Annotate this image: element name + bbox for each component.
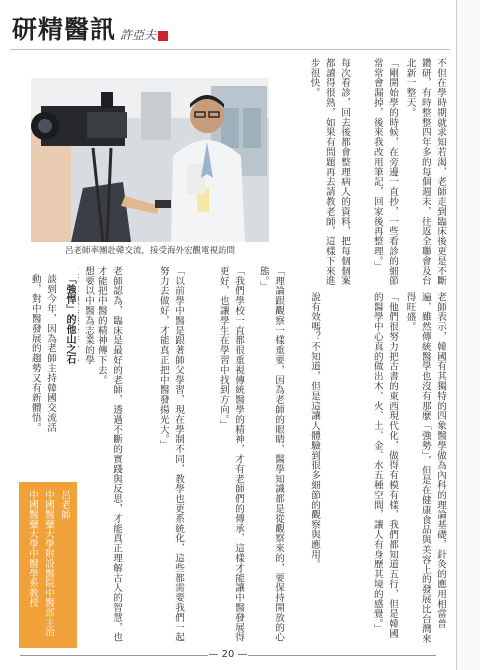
column-text-3: 每次看診，回去後都會整理病人的資料，把每個個案都讀得很熟，如果有問題再去請教老師，這樣下來進步很快。 <box>308 58 350 286</box>
column-text-6: 說有效嗎？不知道，但是這讓人體驗到很多細節的觀察與應用。 <box>309 292 320 570</box>
masthead <box>12 8 168 46</box>
column-text-2: 「剛開始學的時候，在旁邊一直抄，一些看診的細節常常會漏掉，後來我改用筆記，回家後再整理。」 <box>371 58 398 286</box>
bio-title: 中國醫藥大學附設醫院中醫部主治 <box>43 490 54 637</box>
masthead-title: 研精醫訊 <box>12 15 117 44</box>
column-text-12: 談到今年，因為老師主持韓國交流活動，對中醫發展的趨勢又有新體悟。 <box>29 274 56 433</box>
photo-caption: 呂老師率團赴韓交流，接受海外宏觀電視訪問 <box>64 246 235 256</box>
column-text-8: 「我們學校一直都很重視傳統醫學的精神，才有老師們的傳承，這樣才能讓中醫發展得更好，也讓學生在學習中找到方向。」 <box>217 266 244 643</box>
masthead-divider <box>10 49 450 50</box>
section-heading: 「強悍」的他山之石 <box>64 274 75 364</box>
interview-photo <box>31 78 269 242</box>
bio-name: 呂老師 <box>59 490 70 520</box>
column-text-1: 不但在學時期就求知若渴，老師走到臨床後更是不斷鑽研，有時整整四年多的每個週末，往返全聯會及台北新一整天。 <box>404 58 446 286</box>
column-text-9: 「以前學中醫是跟著師父學習，現在學制不同，教學也更系統化，這些都需要我們一起努力去做好，才能真正把中醫發揚光大。」 <box>157 266 184 643</box>
column-text-5: 「他們很努力把古書的東西現代化，做得有模有樣，我們都知道五行，但是韓國的醫學中心真的做出木、火、土、金、水五種空間，讓人有身歷其境的感覺。」 <box>371 292 398 639</box>
author-bio-box <box>19 482 77 648</box>
column-text-7: 「理論跟觀察一樣重要，因為老師的眼睛、醫學知識都是從觀察來的，要保持開放的心態。」 <box>257 266 284 643</box>
column-text-11: 想要以中醫為志業的學 <box>83 266 94 365</box>
seal-icon <box>158 31 168 41</box>
column-text-4: 老師表示，韓國有其獨特的四象醫學做為內科的理論基礎，針灸的應用相當普遍，雖然傳統醫學也沒有那麼「強勢」，但是在健康食品與美容上的發展比台灣來得旺盛。 <box>404 292 446 644</box>
masthead-signature: 許亞夫 <box>120 28 157 42</box>
adjacent-page-strip <box>457 0 480 670</box>
page-number: — 20 — <box>208 649 248 660</box>
bio-affiliation: 中國醫藥大學中醫學系教授 <box>27 490 38 608</box>
column-text-10: 老師認為，臨床是最好的老師，透過不斷的實踐與反思，才能真正理解古人的智慧，也才能把中醫的精神傳下去。 <box>96 266 122 643</box>
